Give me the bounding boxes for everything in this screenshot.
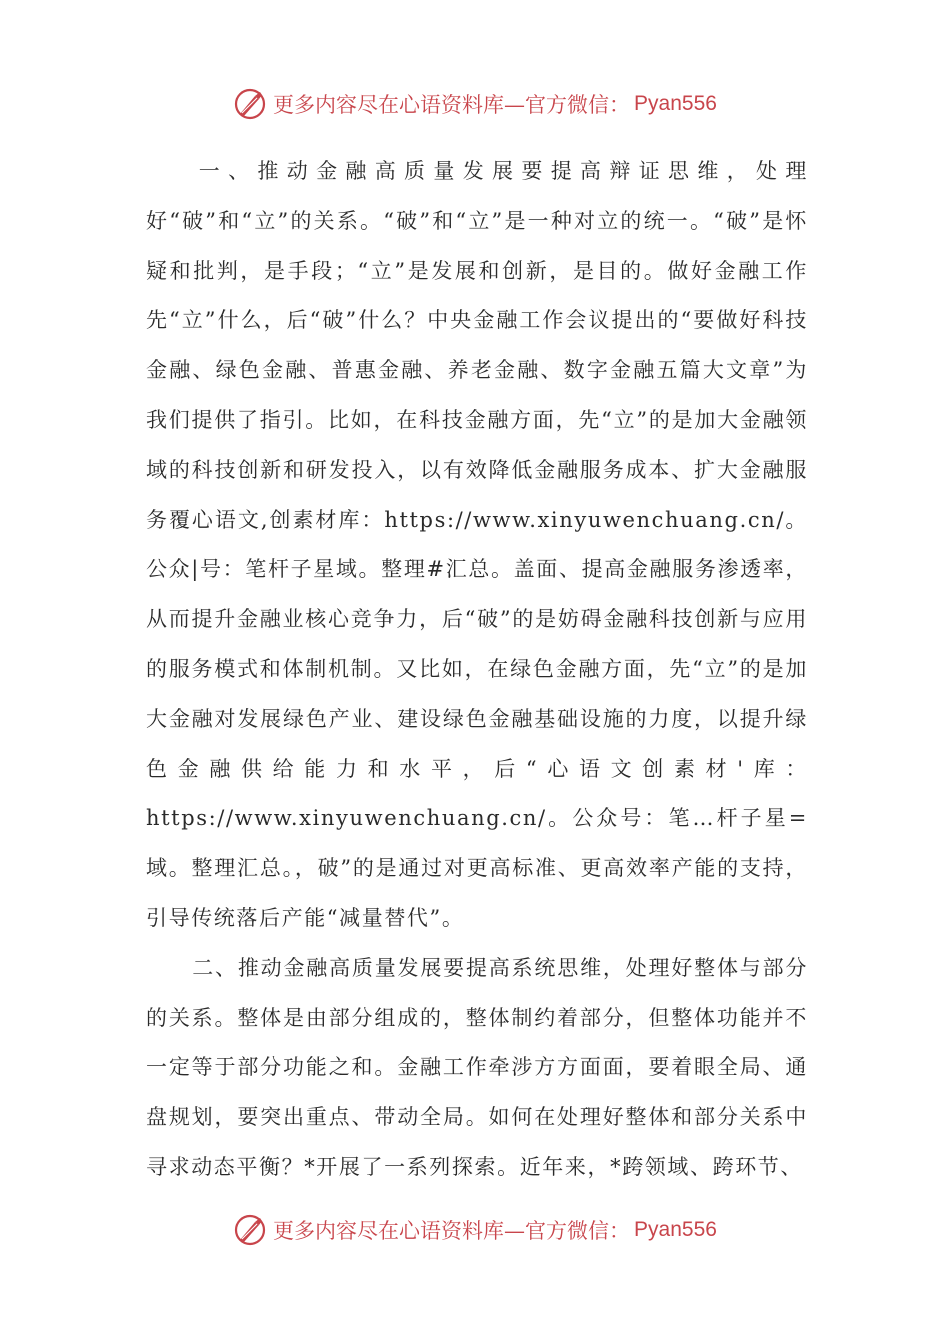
footer-watermark-banner	[0, 1210, 950, 1250]
header-watermark-banner	[0, 84, 950, 124]
document-body	[146, 147, 808, 1193]
banner-text: 更多内容尽在心语资料库—官方微信：	[273, 1219, 631, 1243]
paragraph-1-text: 一、推动金融高质量发展要提高辩证思维，处理好“破”和“立”的关系。“破”和“立”是一种对立的统一。“破”是怀疑和批判，是手段；“立”是发展和创新，是目的。做好金融工作先“立”什么，后“破”什么？中央金融工作会议提出的“要做好科技金融、绿色金融、普惠金融、养老金融、数字金融五篇大文章”为我们提供了指引。比如，在科技金融方面，先“立”的是加大金融领域的科技创新和研发投入，以有效降低金融服务成本、扩大金融服务覆心语文,创素材库：https://www.xinyuwenchuang.cn/。公众|号：笔杆子星域。整理#汇总。盖面、提高金融服务渗透率，从而提升金融业核心竞争力，后“破”的是妨碍金融科技创新与应用的服务模式和体制机制。又比如，在绿色金融方面，先“立”的是加大金融对发展绿色产业、建设绿色金融基础设施的力度，以提升绿色金融供给能力和水平，后“心语文创素材'库：https://www.xinyuwenchuang.cn/。公众号：笔…杆子星=域。整理汇总。，破”的是通过对更高标准、更高效率产能的支持，引导传统落后产能“减量替代”。	[146, 159, 808, 930]
banner-text: 更多内容尽在心语资料库—官方微信：	[273, 93, 631, 117]
wechat-id: Pyan556	[634, 92, 717, 115]
paragraph-1	[146, 147, 808, 944]
paragraph-2	[146, 944, 808, 1193]
wechat-id: Pyan556	[634, 1218, 717, 1241]
pen-nib-seal-icon	[233, 87, 267, 121]
paragraph-2-text: 二、推动金融高质量发展要提高系统思维，处理好整体与部分的关系。整体是由部分组成的，整体制约着部分，但整体功能并不一定等于部分功能之和。金融工作牵涉方方面面，要着眼全局、通盘规划，要突出重点、带动全局。如何在处理好整体和部分关系中寻求动态平衡？*开展了一系列探索。近年来，*跨领域、跨环节、	[146, 955, 808, 1179]
pen-nib-seal-icon	[233, 1213, 267, 1247]
